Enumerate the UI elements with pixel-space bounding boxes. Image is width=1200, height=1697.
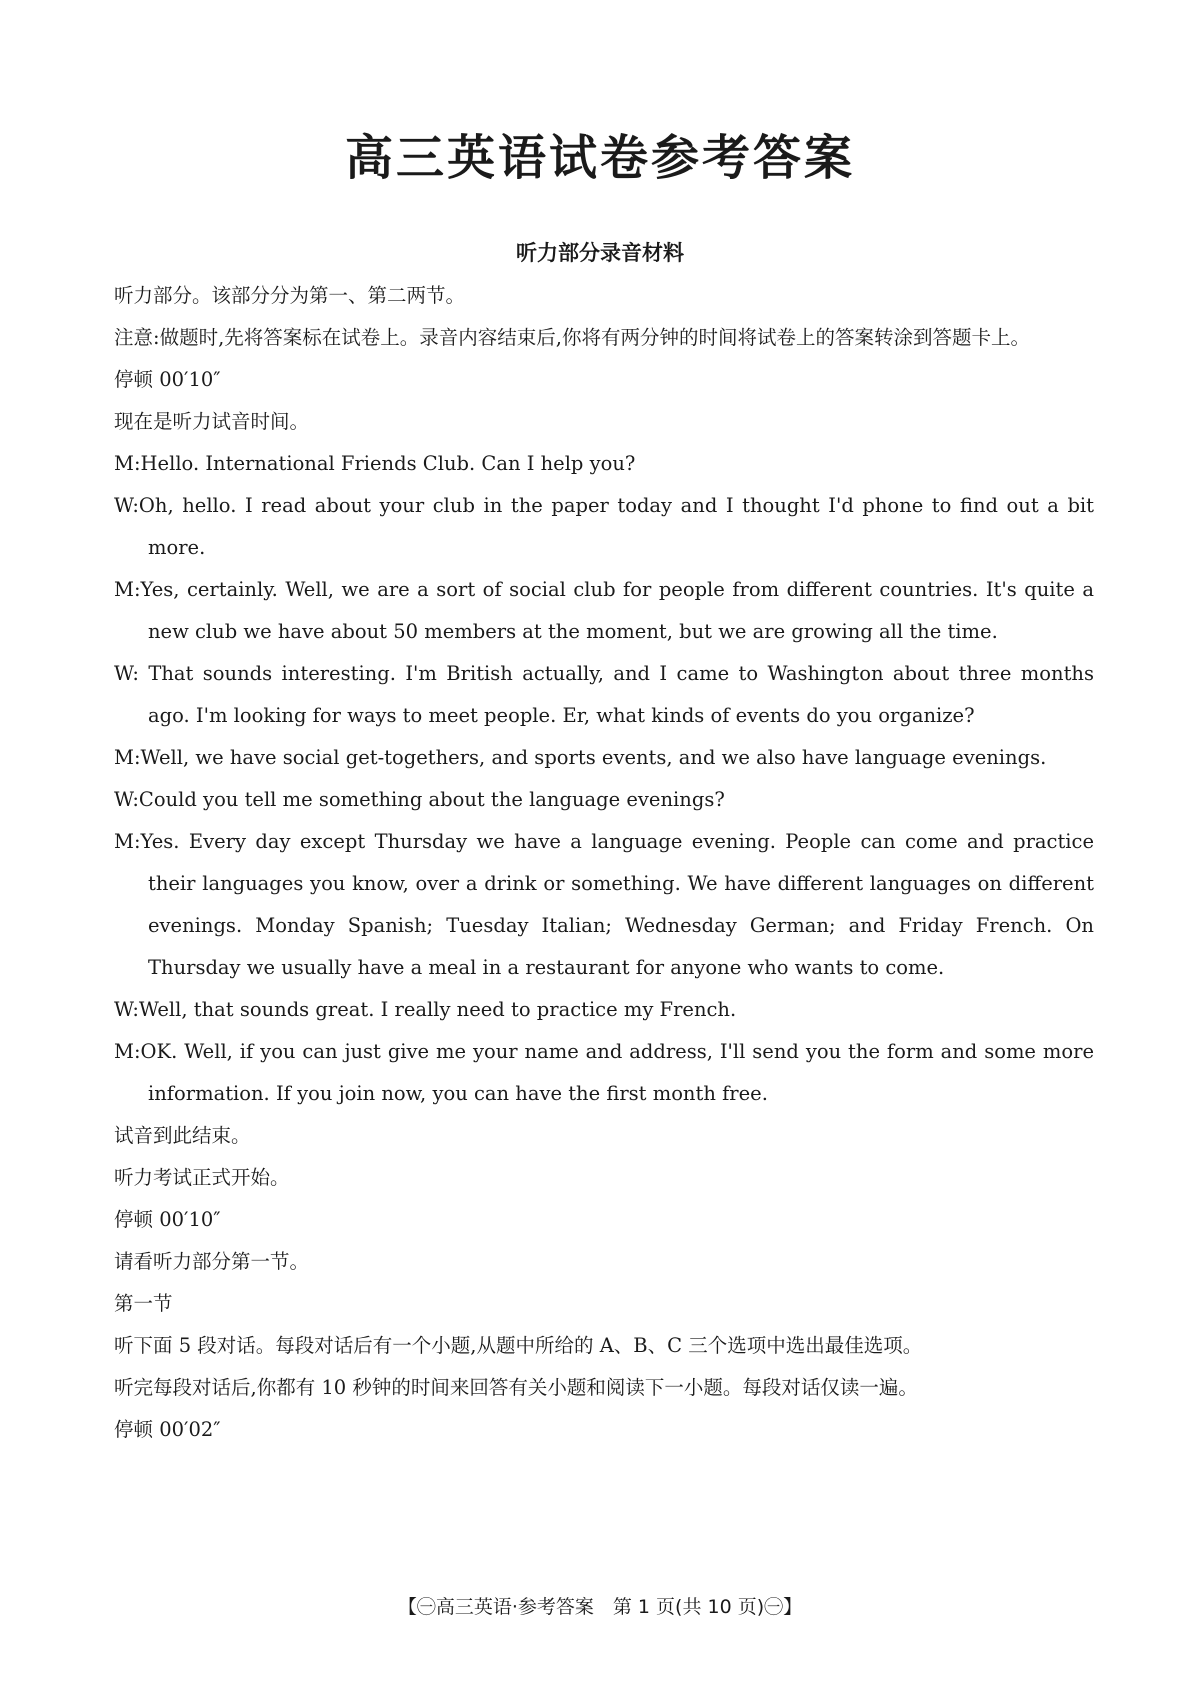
instruction-line: 听下面 5 段对话。每段对话后有一个小题,从题中所给的 A、B、C 三个选项中选出最佳选项。 xyxy=(114,1334,923,1357)
dialogue-line: M:Yes, certainly. Well, we are a sort of social club for people from different countries. It's quite a new club we have about 50 members at the moment, but we are growing all the time. xyxy=(114,578,1094,643)
notice-paragraph: 注意:做题时,先将答案标在试卷上。录音内容结束后,你将有两分钟的时间将试卷上的答案转涂到答题卡上。 xyxy=(114,326,1030,349)
section-one-heading: 第一节 xyxy=(114,1292,173,1315)
dialogue-line: W: That sounds interesting. I'm British actually, and I came to Washington about three months ago. I'm looking for ways to meet people. Er, what kinds of events do you organize? xyxy=(114,662,1094,727)
section-title: 听力部分录音材料 xyxy=(516,241,684,265)
transcript-body xyxy=(114,275,1094,1451)
sound-test-line: 现在是听力试音时间。 xyxy=(114,410,310,433)
sound-test-end-line: 试音到此结束。 xyxy=(114,1124,251,1147)
page-footer: 【㊀高三英语·参考答案 第 1 页(共 10 页)㊀】 xyxy=(397,1596,803,1618)
dialogue-line: M:OK. Well, if you can just give me your name and address, I'll send you the form and some more information. If you join now, you can have the first month free. xyxy=(114,1040,1094,1105)
exam-start-line: 听力考试正式开始。 xyxy=(114,1166,290,1189)
document-title: 高三英语试卷参考答案 xyxy=(344,130,855,186)
dialogue-line: M:Yes. Every day except Thursday we have a language evening. People can come and practice their languages you know, over a drink or something. We have different languages on different evenings. Monday Spanish; Tuesday Italian; Wednesday German; and Friday French. On Thursday we usually have a meal in a restaurant for anyone who wants to come. xyxy=(114,830,1094,979)
pause-line: 停顿 00′10″ xyxy=(114,368,221,391)
dialogue-line: W:Well, that sounds great. I really need to practice my French. xyxy=(114,998,737,1021)
instruction-line: 听完每段对话后,你都有 10 秒钟的时间来回答有关小题和阅读下一小题。每段对话仅读一遍。 xyxy=(114,1376,918,1399)
dialogue-line: M:Well, we have social get-togethers, and sports events, and we also have language evenings. xyxy=(114,746,1047,769)
section-one-prompt: 请看听力部分第一节。 xyxy=(114,1250,310,1273)
pause-line: 停顿 00′10″ xyxy=(114,1208,221,1231)
intro-line: 听力部分。该部分分为第一、第二两节。 xyxy=(114,284,466,307)
dialogue-line: M:Hello. International Friends Club. Can I help you? xyxy=(114,452,636,475)
dialogue-line: W:Could you tell me something about the language evenings? xyxy=(114,788,725,811)
dialogue-line: W:Oh, hello. I read about your club in the paper today and I thought I'd phone to find out a bit more. xyxy=(114,494,1094,559)
pause-line: 停顿 00′02″ xyxy=(114,1418,221,1441)
